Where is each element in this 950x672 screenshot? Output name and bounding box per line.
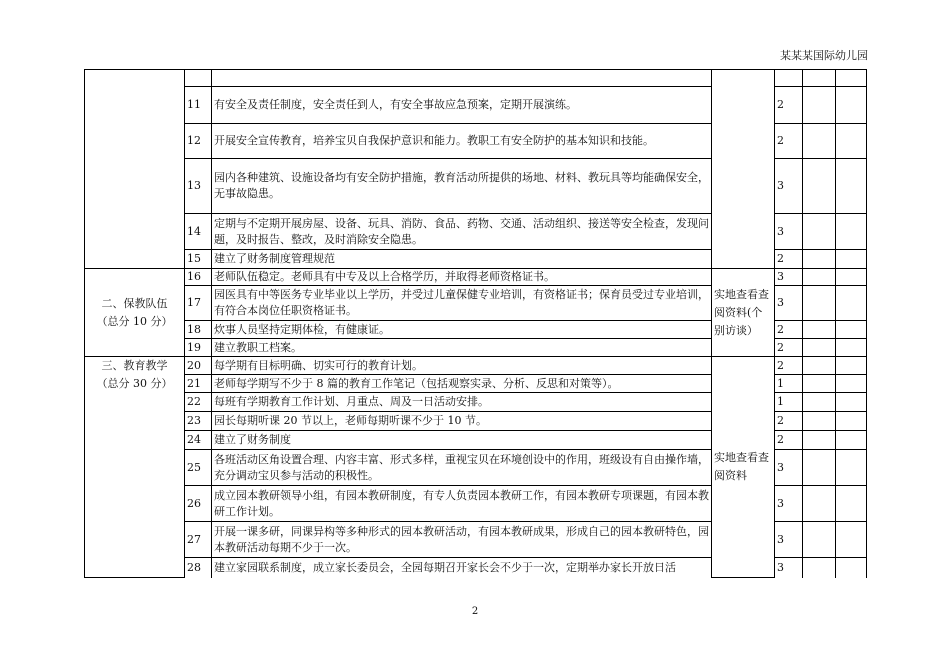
blank-cell	[803, 87, 836, 124]
evaluation-table	[84, 69, 867, 578]
category-cell-staff	[85, 269, 185, 357]
blank-cell	[836, 357, 867, 375]
page-number: 2	[471, 606, 479, 617]
item-score: 3	[775, 522, 803, 558]
item-number: 20	[185, 357, 212, 375]
item-number: 21	[185, 375, 212, 393]
method-cell-teaching: 实地查看查阅资料	[712, 357, 775, 578]
blank-cell	[836, 124, 867, 159]
item-text: 开展安全宣传教育，培养宝贝自我保护意识和能力。教职工有安全防护的基本知识和技能。	[212, 124, 712, 159]
item-number: 24	[185, 431, 212, 450]
item-number: 13	[185, 159, 212, 214]
item-number: 14	[185, 214, 212, 250]
blank-cell	[803, 269, 836, 286]
item-score: 3	[775, 159, 803, 214]
blank-cell	[803, 357, 836, 375]
blank-cell	[836, 450, 867, 486]
item-number: 16	[185, 269, 212, 286]
table-row	[85, 269, 867, 286]
item-text: 老师每学期写不少于 8 篇的教育工作笔记（包括观察实录、分析、反思和对策等）。	[212, 375, 712, 393]
blank-cell	[803, 339, 836, 357]
header-organization: 某某某国际幼儿园	[780, 49, 868, 62]
blank-cell	[803, 558, 836, 578]
blank-cell	[836, 269, 867, 286]
item-number: 15	[185, 250, 212, 269]
item-number: 17	[185, 286, 212, 321]
item-text: 园医具有中等医务专业毕业以上学历，并受过儿童保健专业培训，有资格证书；保育员受过专业培训，有符合本岗位任职资格证书。	[212, 286, 712, 321]
blank-cell	[836, 339, 867, 357]
item-score: 1	[775, 375, 803, 393]
item-score: 2	[775, 250, 803, 269]
blank-cell	[803, 321, 836, 339]
item-text: 建立了财务制度	[212, 431, 712, 450]
blank-cell	[803, 250, 836, 269]
blank-cell	[803, 412, 836, 431]
item-number: 23	[185, 412, 212, 431]
blank-cell	[836, 375, 867, 393]
item-number: 27	[185, 522, 212, 558]
item-text: 园长每期听课 20 节以上，老师每期听课不少于 10 节。	[212, 412, 712, 431]
item-number: 19	[185, 339, 212, 357]
blank-cell	[836, 412, 867, 431]
item-text: 建立了财务制度管理规范	[212, 250, 712, 269]
item-score: 3	[775, 486, 803, 522]
item-text: 定期与不定期开展房屋、设备、玩具、消防、食品、药物、交通、活动组织、接送等安全检查，发现问题，及时报告、整改，及时消除安全隐患。	[212, 214, 712, 250]
blank-cell	[836, 214, 867, 250]
blank-cell	[836, 393, 867, 412]
blank-cell	[836, 286, 867, 321]
item-text: 每学期有目标明确、切实可行的教育计划。	[212, 357, 712, 375]
item-number: 18	[185, 321, 212, 339]
item-score: 2	[775, 431, 803, 450]
blank-cell	[836, 321, 867, 339]
item-number: 11	[185, 87, 212, 124]
item-text: 老师队伍稳定。老师具有中专及以上合格学历，并取得老师资格证书。	[212, 269, 712, 286]
item-score: 2	[775, 124, 803, 159]
blank-cell	[836, 431, 867, 450]
blank-cell	[803, 486, 836, 522]
item-text: 建立教职工档案。	[212, 339, 712, 357]
item-number: 26	[185, 486, 212, 522]
table-row	[85, 70, 867, 87]
blank-cell	[836, 558, 867, 578]
item-score: 2	[775, 412, 803, 431]
item-number: 12	[185, 124, 212, 159]
item-text: 各班活动区角设置合理、内容丰富、形式多样，重视宝贝在环境创设中的作用，班级设有自由操作墙，充分调动宝贝参与活动的积极性。	[212, 450, 712, 486]
item-score: 3	[775, 214, 803, 250]
blank-cell	[803, 286, 836, 321]
category-title: 二、保教队伍	[101, 296, 168, 310]
category-title: 三、教育教学	[101, 359, 168, 372]
method-cell-safety	[712, 70, 775, 269]
item-number: 22	[185, 393, 212, 412]
item-number: 28	[185, 558, 212, 578]
blank-cell	[803, 431, 836, 450]
category-total: （总分 30 分）	[96, 377, 173, 390]
item-score: 2	[775, 321, 803, 339]
item-text: 开展一课多研，同课异构等多种形式的园本教研活动，有园本教研成果，形成自己的园本教研特色，园本教研活动每期不少于一次。	[212, 522, 712, 558]
blank-cell	[836, 250, 867, 269]
blank-cell	[803, 522, 836, 558]
item-text: 每班有学期教育工作计划、月重点、周及一日活动安排。	[212, 393, 712, 412]
item-score: 2	[775, 357, 803, 375]
item-text: 有安全及责任制度，安全责任到人，有安全事故应急预案，定期开展演练。	[212, 87, 712, 124]
item-score: 3	[775, 558, 803, 578]
blank-cell	[803, 214, 836, 250]
category-cell-safety	[85, 70, 185, 269]
blank-cell	[836, 87, 867, 124]
item-score: 3	[775, 286, 803, 321]
blank-cell	[803, 124, 836, 159]
blank-cell	[836, 159, 867, 214]
blank-cell	[803, 450, 836, 486]
category-total: （总分 10 分）	[96, 314, 173, 328]
method-cell-staff: 实地查看查阅资料(个别访谈）	[712, 269, 775, 357]
item-text: 建立家园联系制度，成立家长委员会，全园每期召开家长会不少于一次，定期举办家长开放日活	[212, 558, 712, 578]
blank-cell	[803, 159, 836, 214]
item-text: 园内各种建筑、设施设备均有安全防护措施，教育活动所提供的场地、材料、教玩具等均能确保安全，无事故隐患。	[212, 159, 712, 214]
item-score: 3	[775, 269, 803, 286]
blank-cell	[803, 393, 836, 412]
table-row	[85, 357, 867, 375]
blank-cell	[836, 486, 867, 522]
item-score: 2	[775, 339, 803, 357]
item-number: 25	[185, 450, 212, 486]
item-score: 1	[775, 393, 803, 412]
blank-cell	[836, 522, 867, 558]
category-cell-teaching	[85, 357, 185, 578]
item-text: 炊事人员坚持定期体检，有健康证。	[212, 321, 712, 339]
item-text: 成立园本教研领导小组，有园本教研制度，有专人负责园本教研工作，有园本教研专项课题，有园本教研工作计划。	[212, 486, 712, 522]
blank-cell	[803, 375, 836, 393]
item-score: 3	[775, 450, 803, 486]
item-score: 2	[775, 87, 803, 124]
